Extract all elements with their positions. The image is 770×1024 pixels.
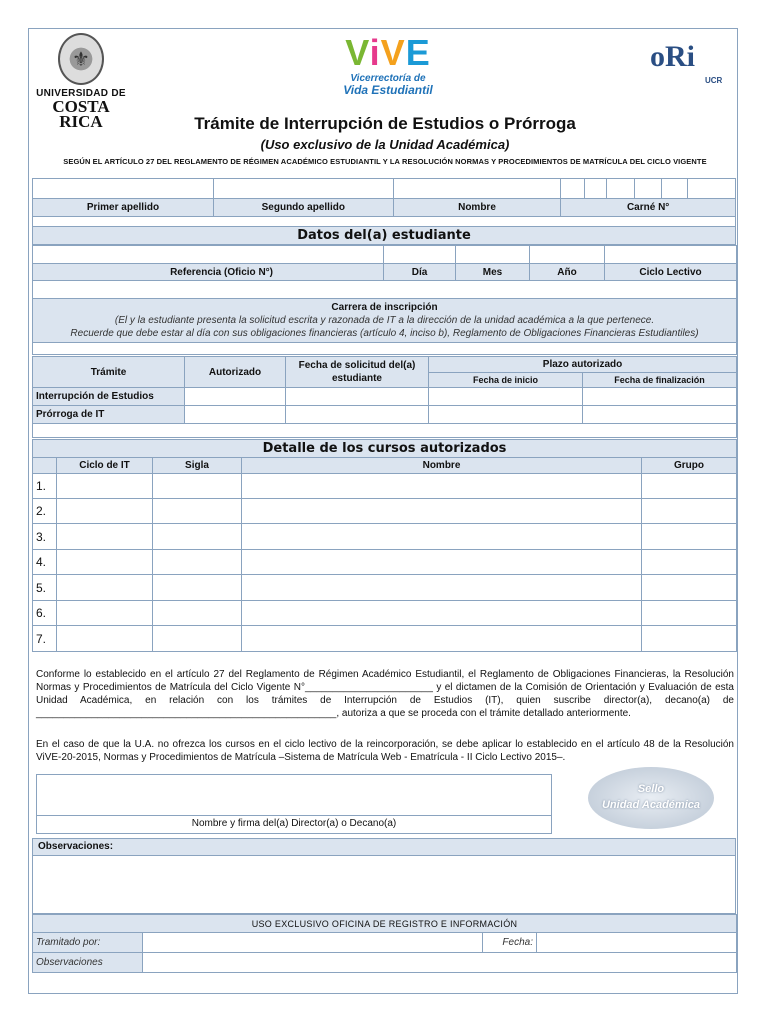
interrupcion-fin[interactable]	[583, 388, 737, 406]
prorroga-autorizado[interactable]	[185, 406, 286, 424]
nombre-field[interactable]	[393, 179, 561, 199]
ucr-line2: COSTA RICA	[52, 97, 110, 131]
curso-2-ciclo[interactable]	[57, 499, 153, 524]
prorroga-fecha-solicitud[interactable]	[286, 406, 429, 424]
anio-field[interactable]	[530, 246, 605, 264]
curso-row-number: 3.	[33, 524, 57, 550]
nombre-curso-header: Nombre	[242, 458, 642, 474]
grupo-header: Grupo	[642, 458, 737, 474]
inicio-header: Fecha de inicio	[429, 373, 583, 388]
sigla-header: Sigla	[153, 458, 242, 474]
ori-ucr: UCR	[705, 76, 723, 85]
signature-label: Nombre y firma del(a) Director(a) o Decano(a)	[36, 816, 552, 834]
carne-digit-3[interactable]	[607, 179, 635, 199]
student-name-table	[32, 178, 736, 245]
curso-5-nombre[interactable]	[242, 575, 642, 601]
curso-6-sigla[interactable]	[153, 601, 242, 626]
interrupcion-fecha-solicitud[interactable]	[286, 388, 429, 406]
primer-apellido-field[interactable]	[33, 179, 214, 199]
curso-4-ciclo[interactable]	[57, 550, 153, 575]
curso-6-nombre[interactable]	[242, 601, 642, 626]
curso-row-number: 6.	[33, 601, 57, 626]
interrupcion-inicio[interactable]	[429, 388, 583, 406]
curso-7-ciclo[interactable]	[57, 626, 153, 652]
plazo-header: Plazo autorizado	[429, 357, 737, 373]
dia-label: Día	[384, 264, 456, 281]
curso-row-number: 5.	[33, 575, 57, 601]
carrera-box	[33, 299, 737, 343]
primer-apellido-label: Primer apellido	[33, 199, 214, 217]
curso-5-grupo[interactable]	[642, 575, 737, 601]
carne-digit-4[interactable]	[635, 179, 662, 199]
spacer	[33, 343, 737, 355]
carrera-field[interactable]	[33, 281, 737, 299]
curso-1-grupo[interactable]	[642, 474, 737, 499]
curso-5-ciclo[interactable]	[57, 575, 153, 601]
tramitado-field[interactable]	[143, 933, 483, 953]
observaciones-label: Observaciones:	[32, 838, 736, 856]
anio-label: Año	[530, 264, 605, 281]
prorroga-inicio[interactable]	[429, 406, 583, 424]
segundo-apellido-label: Segundo apellido	[213, 199, 393, 217]
ucr-line1: UNIVERSIDAD DE	[36, 88, 126, 99]
curso-3-sigla[interactable]	[153, 524, 242, 550]
ucr-logo	[36, 33, 126, 131]
datos-estudiante-title: Datos del(a) estudiante	[33, 227, 736, 245]
observaciones-oficina-field[interactable]	[143, 953, 737, 973]
carne-digit-5[interactable]	[661, 179, 687, 199]
seal-line-2: Unidad Académica	[601, 799, 700, 811]
referencia-label: Referencia (Oficio N°)	[33, 264, 384, 281]
curso-row-number: 4.	[33, 550, 57, 575]
seal-stamp	[588, 767, 714, 829]
page-subtitle: (Uso exclusivo de la Unidad Académica)	[260, 137, 510, 152]
ciclo-field[interactable]	[605, 246, 737, 264]
oficina-title: USO EXCLUSIVO OFICINA DE REGISTRO E INFORMACIÓN	[33, 915, 737, 933]
ciclo-label: Ciclo Lectivo	[605, 264, 737, 281]
curso-6-ciclo[interactable]	[57, 601, 153, 626]
vive-sub2: Vida Estudiantil	[343, 83, 433, 97]
carne-digit-6[interactable]	[687, 179, 735, 199]
curso-6-grupo[interactable]	[642, 601, 737, 626]
vive-sub1: Vicerrectoría de	[350, 73, 426, 84]
authorization-paragraph: Conforme lo establecido en el artículo 27 del Reglamento de Régimen Académico Estudiantil, el Reglamento de Obligaciones Financieras, la Resolución Normas y Procedimientos de Matrícula del Ciclo Vigente N°_______________________ y el dictamen de la Comisión de Orientación y Evaluación de esta Unidad Académica, en relación con los trámites de Interrupción de Estudios (IT), quien suscribe director(a), decano(a) de ______________________________________________________, autoriza a que se proceda con el trámite detallado anteriormente.	[36, 669, 734, 719]
reincorporation-paragraph: En el caso de que la U.A. no ofrezca los cursos en el ciclo lectivo de la reincorporación, se debe aplicar lo establecido en el artículo 48 de la Resolución ViVE-20-2015, Normas y Procedimientos de Matrícula –Sistema de Matrícula Web - Ematrícula - II Ciclo Lectivo 2015–.	[36, 739, 734, 763]
interrupcion-autorizado[interactable]	[185, 388, 286, 406]
curso-7-nombre[interactable]	[242, 626, 642, 652]
curso-3-grupo[interactable]	[642, 524, 737, 550]
tramite-header: Trámite	[33, 357, 185, 388]
spacer	[33, 217, 736, 227]
curso-3-nombre[interactable]	[242, 524, 642, 550]
curso-4-grupo[interactable]	[642, 550, 737, 575]
curso-5-sigla[interactable]	[153, 575, 242, 601]
cursos-table	[32, 439, 737, 652]
fin-header: Fecha de finalización	[583, 373, 737, 388]
signature-box[interactable]	[36, 774, 552, 816]
curso-7-grupo[interactable]	[642, 626, 737, 652]
curso-1-nombre[interactable]	[242, 474, 642, 499]
ori-text: oRi	[650, 40, 695, 73]
seal-line-1: Sello	[637, 783, 665, 795]
carrera-note-1: (El y la estudiante presenta la solicitud escrita y razonada de IT a la dirección de la unidad académica a la que pertenece.	[114, 315, 655, 326]
carne-digit-1[interactable]	[561, 179, 585, 199]
spacer	[33, 424, 737, 438]
curso-row-number: 7.	[33, 626, 57, 652]
vive-wordmark: ViVE	[345, 32, 431, 73]
nombre-label: Nombre	[393, 199, 561, 217]
curso-7-sigla[interactable]	[153, 626, 242, 652]
curso-row-number: 2.	[33, 499, 57, 524]
carrera-label: Carrera de inscripción	[331, 302, 438, 313]
carne-label: Carné N°	[561, 199, 736, 217]
tramite-row-interrupcion: Interrupción de Estudios	[33, 388, 185, 406]
curso-2-nombre[interactable]	[242, 499, 642, 524]
carrera-note-2: Recuerde que debe estar al día con sus obligaciones financieras (artículo 4, inciso b), Reglamento de Obligaciones Financieras Estudiantiles)	[70, 328, 699, 339]
curso-1-ciclo[interactable]	[57, 474, 153, 499]
segundo-apellido-field[interactable]	[213, 179, 393, 199]
vive-logo	[338, 33, 438, 105]
cursos-title: Detalle de los cursos autorizados	[33, 440, 737, 458]
curso-2-sigla[interactable]	[153, 499, 242, 524]
mes-label: Mes	[456, 264, 530, 281]
ucr-crest-icon: ⚜	[58, 33, 104, 85]
curso-1-sigla[interactable]	[153, 474, 242, 499]
curso-4-sigla[interactable]	[153, 550, 242, 575]
reference-table	[32, 245, 737, 355]
dia-field[interactable]	[384, 246, 456, 264]
prorroga-fin[interactable]	[583, 406, 737, 424]
observaciones-field[interactable]	[32, 856, 736, 914]
mes-field[interactable]	[456, 246, 530, 264]
tramite-table	[32, 356, 737, 438]
fecha-field[interactable]	[537, 933, 737, 953]
curso-row-number: 1.	[33, 474, 57, 499]
ori-logo	[650, 40, 730, 100]
oficina-table	[32, 914, 737, 973]
fecha-label: Fecha:	[483, 933, 537, 953]
autorizado-header: Autorizado	[185, 357, 286, 388]
curso-2-grupo[interactable]	[642, 499, 737, 524]
referencia-field[interactable]	[33, 246, 384, 264]
tramite-row-prorroga: Prórroga de IT	[33, 406, 185, 424]
law-reference: SEGÚN EL ARTÍCULO 27 DEL REGLAMENTO DE RÉGIMEN ACADÉMICO ESTUDIANTIL Y LA RESOLUCIÓN NORMAS Y PROCEDIMIENTOS DE MATRÍCULA DEL CICLO VIGENTE	[63, 157, 707, 166]
carne-digit-2[interactable]	[584, 179, 607, 199]
page-title: Trámite de Interrupción de Estudios o Prórroga	[194, 114, 576, 133]
fecha-solicitud-header: Fecha de solicitud del(a) estudiante	[286, 357, 429, 388]
tramitado-label: Tramitado por:	[33, 933, 143, 953]
curso-4-nombre[interactable]	[242, 550, 642, 575]
observaciones-oficina-label: Observaciones	[33, 953, 143, 973]
cursos-corner	[33, 458, 57, 474]
curso-3-ciclo[interactable]	[57, 524, 153, 550]
ciclo-it-header: Ciclo de IT	[57, 458, 153, 474]
